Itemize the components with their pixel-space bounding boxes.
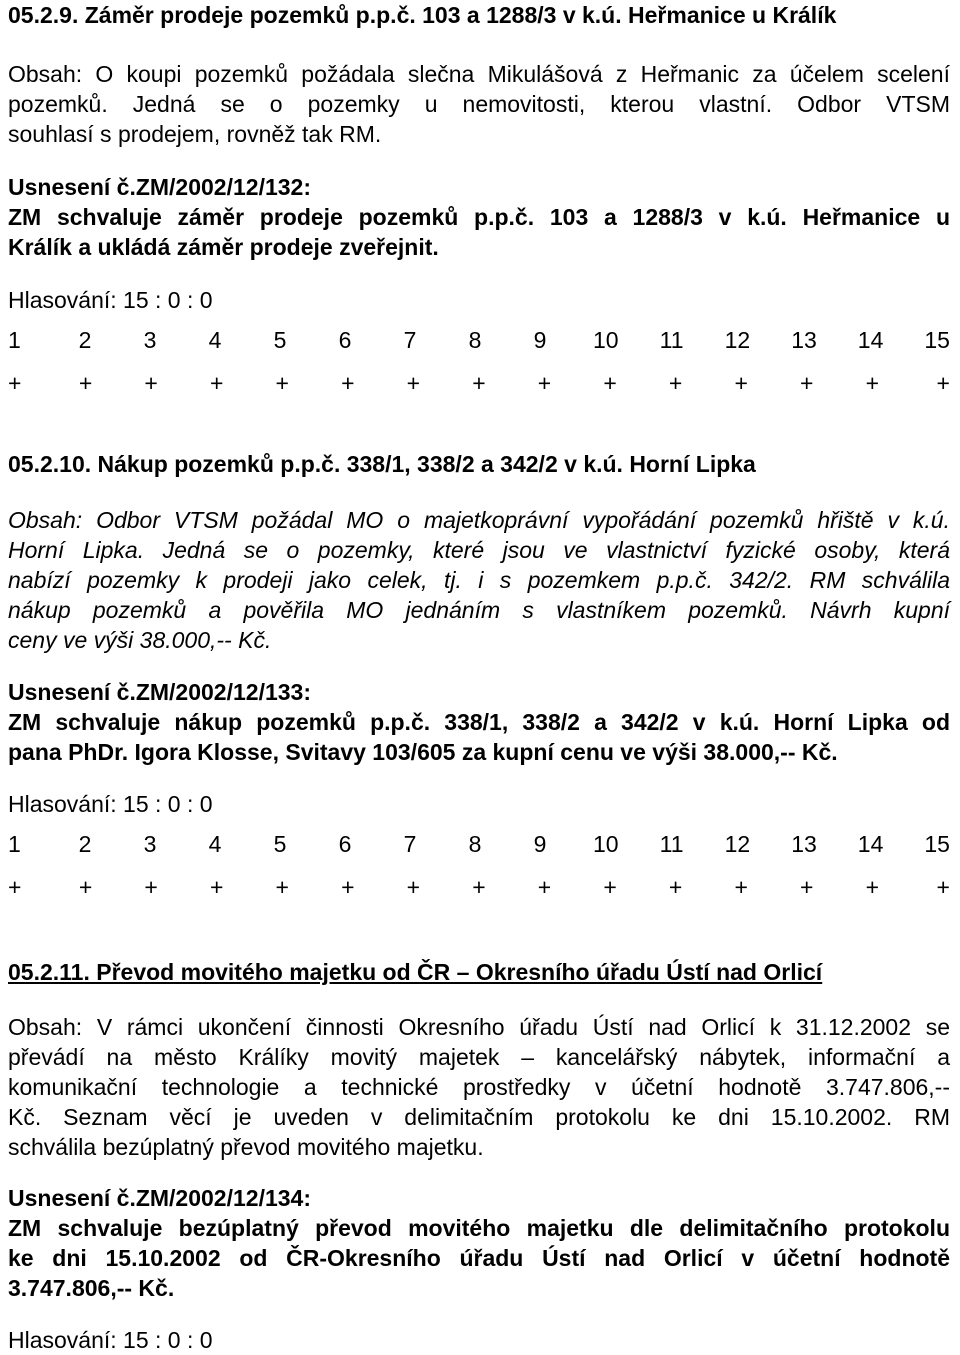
vote-mark: + [406,370,421,396]
vote-mark: + [8,370,22,396]
vote-number: 12 [724,831,751,857]
vote-number: 11 [659,831,684,857]
vote-number: 13 [791,831,817,857]
obsah-line: komunikační technologie a technické prostředky v účetní hodnotě 3.747.806,-- [8,1074,950,1100]
vote-mark: + [341,370,355,396]
obsah-line: souhlasí s prodejem, rovněž tak RM. [8,121,382,147]
vote-mark: + [78,370,93,396]
vote-mark: + [144,874,158,900]
usneseni-label: Usnesení č.ZM/2002/12/134: [8,1185,311,1211]
resolution-block [8,1183,950,1303]
vote-number: 1 [8,831,21,857]
resolution-line: ZM schvaluje záměr prodeje pozemků p.p.č. 103 a 1288/3 v k.ú. Heřmanice u [8,204,950,230]
vote-number: 14 [857,831,884,857]
section-obsah [8,1012,950,1162]
vote-number: 10 [593,327,619,353]
obsah-line: Obsah: V rámci ukončení činnosti Okresního úřadu Ústí nad Orlicí k 31.12.2002 se [8,1014,950,1040]
resolution-block [8,172,950,262]
vote-mark: + [472,874,486,900]
vote-mark: + [537,874,552,900]
obsah-line: převádí na město Králíky movitý majetek – kancelářský nábytek, informační a [8,1044,950,1070]
section-05-2-9 [8,0,950,30]
hlasovani-text: Hlasování: 15 : 0 : 0 [8,287,213,313]
vote-number: 4 [208,831,222,857]
vote-mark: + [275,370,289,396]
vote-number: 3 [143,831,157,857]
vote-number: 14 [857,327,884,353]
hlasovani-text: Hlasování: 15 : 0 : 0 [8,791,213,817]
obsah-line: Horní Lipka. Jedná se o pozemky, které jsou ve vlastnictví fyzické osoby, která [8,537,950,563]
vote-number: 5 [273,327,287,353]
vote-mark: + [341,874,355,900]
hlasovani-text: Hlasování: 15 : 0 : 0 [8,1327,213,1353]
vote-number: 7 [403,327,417,353]
hlasovani-line [8,285,950,315]
vote-mark: + [936,370,950,396]
section-heading: 05.2.9. Záměr prodeje pozemků p.p.č. 103 a 1288/3 v k.ú. Heřmanice u Králík [8,2,837,28]
usneseni-label: Usnesení č.ZM/2002/12/132: [8,174,311,200]
vote-number: 4 [208,327,222,353]
vote-mark: + [865,370,880,396]
vote-number: 15 [924,831,950,857]
obsah-line: nákup pozemků a pověřila MO jednáním s vlastníkem pozemků. Návrh kupní [8,597,950,623]
vote-mark: + [603,370,617,396]
vote-marks-row [8,872,950,902]
section-05-2-10 [8,449,950,479]
hlasovani-line [8,789,950,819]
vote-number: 5 [273,831,287,857]
vote-number: 2 [78,327,92,353]
section-05-2-11 [8,957,950,987]
vote-mark: + [603,874,617,900]
obsah-line: schválila bezúplatný převod movitého majetku. [8,1134,484,1160]
vote-number: 1 [8,327,21,353]
vote-number: 10 [593,831,619,857]
vote-number: 8 [468,327,482,353]
vote-mark: + [734,370,748,396]
vote-number: 8 [468,831,482,857]
vote-mark: + [144,370,158,396]
vote-number: 11 [659,327,684,353]
vote-number: 2 [78,831,92,857]
vote-number: 6 [338,327,352,353]
vote-mark: + [668,874,683,900]
vote-numbers-row [8,325,950,355]
vote-numbers-row [8,829,950,859]
section-heading-text: 05.2.11. Převod movitého majetku od ČR – Okresního úřadu Ústí nad Orlicí [8,959,823,985]
obsah-line: Kč. Seznam věcí je uveden v delimitačním protokolu ke dni 15.10.2002. RM [8,1104,950,1130]
vote-number: 12 [724,327,751,353]
resolution-block [8,677,950,767]
resolution-line: ZM schvaluje nákup pozemků p.p.č. 338/1, 338/2 a 342/2 v k.ú. Horní Lipka od [8,709,950,735]
vote-mark: + [209,874,224,900]
obsah-line: nabízí pozemky k prodeji jako celek, tj. i s pozemkem p.p.č. 342/2. RM schválila [8,567,950,593]
resolution-line: pana PhDr. Igora Klosse, Svitavy 103/605 za kupní cenu ve výši 38.000,-- Kč. [8,739,838,765]
vote-number: 9 [533,327,547,353]
obsah-line: Obsah: Odbor VTSM požádal MO o majetkoprávní vypořádání pozemků hřiště v k.ú. [8,507,950,533]
usneseni-label: Usnesení č.ZM/2002/12/133: [8,679,311,705]
resolution-line: 3.747.806,-- Kč. [8,1275,175,1301]
vote-mark: + [406,874,421,900]
vote-mark: + [865,874,880,900]
vote-number: 13 [791,327,817,353]
vote-number: 15 [924,327,950,353]
hlasovani-line [8,1325,950,1355]
vote-mark: + [668,370,683,396]
vote-mark: + [78,874,93,900]
vote-mark: + [537,370,552,396]
vote-mark: + [472,370,486,396]
vote-number: 3 [143,327,157,353]
obsah-line: pozemků. Jedná se o pozemky u nemovitosti, kterou vlastní. Odbor VTSM [8,91,950,117]
vote-mark: + [8,874,22,900]
section-obsah [8,505,950,655]
vote-number: 9 [533,831,547,857]
resolution-line: ke dni 15.10.2002 od ČR-Okresního úřadu Ústí nad Orlicí v účetní hodnotě [8,1245,950,1271]
obsah-line: ceny ve výši 38.000,-- Kč. [8,627,272,653]
resolution-line: ZM schvaluje bezúplatný převod movitého majetku dle delimitačního protokolu [8,1215,950,1241]
vote-table [8,325,950,398]
section-obsah [8,59,950,149]
vote-table [8,829,950,902]
resolution-line: Králík a ukládá záměr prodeje zveřejnit. [8,234,439,260]
obsah-line: Obsah: O koupi pozemků požádala slečna Mikulášová z Heřmanic za účelem scelení [8,61,950,87]
vote-mark: + [734,874,748,900]
vote-number: 6 [338,831,352,857]
vote-mark: + [800,874,814,900]
vote-mark: + [800,370,814,396]
vote-mark: + [209,370,224,396]
vote-number: 7 [403,831,417,857]
section-heading: 05.2.10. Nákup pozemků p.p.č. 338/1, 338/2 a 342/2 v k.ú. Horní Lipka [8,451,756,477]
vote-mark: + [936,874,950,900]
vote-marks-row [8,368,950,398]
section-heading [8,957,950,987]
vote-mark: + [275,874,289,900]
